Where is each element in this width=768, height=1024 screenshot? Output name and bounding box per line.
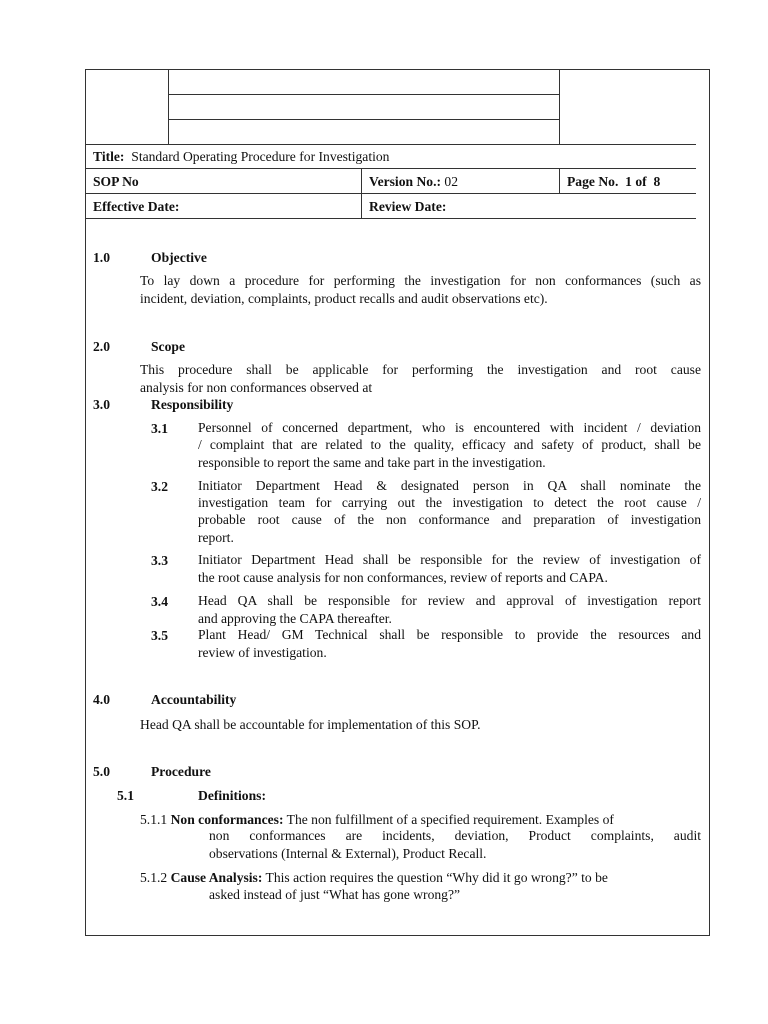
header-divider <box>168 70 169 144</box>
definition-number: 5.1.1 <box>140 812 168 827</box>
subsection-number: 5.1 <box>117 788 134 803</box>
section-heading: Procedure <box>151 764 211 779</box>
section-number: 3.0 <box>93 397 110 412</box>
header-divider <box>86 193 696 194</box>
section-heading: Objective <box>151 250 207 265</box>
item-line: probable root cause of the non conformance and preparation of investigation <box>198 512 701 527</box>
item-number: 3.4 <box>151 594 168 609</box>
effective-date-label: Effective Date: <box>93 199 180 214</box>
header-divider <box>86 218 696 219</box>
definition-first-line <box>140 869 608 886</box>
paragraph-line: This procedure shall be applicable for performing the investigation and root cause <box>140 362 701 377</box>
definition-text: The non fulfillment of a specified requirement. Examples of <box>286 812 614 827</box>
page-number-cell <box>567 173 660 190</box>
item-number: 3.5 <box>151 628 168 643</box>
page-of: of <box>635 174 647 189</box>
item-line: investigation team for carrying out the investigation to detect the root cause / <box>198 495 701 510</box>
item-number: 3.3 <box>151 553 168 568</box>
version-value: 02 <box>444 174 458 189</box>
paragraph-line: To lay down a procedure for performing the investigation for non conformances (such as <box>140 273 701 288</box>
definition-text: This action requires the question “Why did it go wrong?” to be <box>265 870 608 885</box>
definition-term: Cause Analysis: <box>170 870 263 885</box>
item-line: review of investigation. <box>198 645 327 660</box>
item-line: and approving the CAPA thereafter. <box>198 611 392 626</box>
title-label: Title: <box>93 149 125 164</box>
title-row <box>93 148 389 165</box>
definition-line: asked instead of just “What has gone wrong?” <box>209 887 461 902</box>
item-line: Head QA shall be responsible for review and approval of investigation report <box>198 593 701 608</box>
header-divider <box>168 94 559 95</box>
page-label: Page No. <box>567 174 619 189</box>
item-line: responsible to report the same and take part in the investigation. <box>198 455 546 470</box>
definition-line: non conformances are incidents, deviation, Product complaints, audit <box>209 828 701 843</box>
page-current: 1 <box>625 174 632 189</box>
document-page <box>85 69 710 936</box>
item-line: / complaint that are related to the quality, efficacy and safety of product, shall be <box>198 437 701 452</box>
version-label: Version No.: <box>369 174 441 189</box>
paragraph-line: analysis for non conformances observed at <box>140 380 373 395</box>
header-divider <box>361 168 362 218</box>
item-line: Plant Head/ GM Technical shall be responsible to provide the resources and <box>198 627 701 642</box>
paragraph-line: incident, deviation, complaints, product recalls and audit observations etc). <box>140 291 548 306</box>
definition-line: observations (Internal & External), Product Recall. <box>209 846 487 861</box>
header-divider <box>559 70 560 144</box>
header-divider <box>559 168 560 193</box>
definition-term: Non conformances: <box>170 812 284 827</box>
sop-no-label: SOP No <box>93 174 139 189</box>
definition-first-line <box>140 811 614 828</box>
item-number: 3.2 <box>151 479 168 494</box>
section-heading: Scope <box>151 339 185 354</box>
section-heading: Responsibility <box>151 397 234 412</box>
item-line: report. <box>198 530 234 545</box>
section-number: 2.0 <box>93 339 110 354</box>
section-number: 5.0 <box>93 764 110 779</box>
item-line: Initiator Department Head & designated person in QA shall nominate the <box>198 478 701 493</box>
version-cell <box>369 173 458 190</box>
paragraph-line: Head QA shall be accountable for implementation of this SOP. <box>140 717 481 732</box>
title-value: Standard Operating Procedure for Investigation <box>131 149 390 164</box>
subsection-heading: Definitions: <box>198 788 266 803</box>
item-number: 3.1 <box>151 421 168 436</box>
item-line: Initiator Department Head shall be responsible for the review of investigation of <box>198 552 701 567</box>
header-divider <box>86 168 696 169</box>
header-divider <box>86 144 696 145</box>
section-heading: Accountability <box>151 692 237 707</box>
item-line: the root cause analysis for non conformances, review of reports and CAPA. <box>198 570 608 585</box>
section-number: 4.0 <box>93 692 110 707</box>
definition-number: 5.1.2 <box>140 870 168 885</box>
header-divider <box>168 119 559 120</box>
section-number: 1.0 <box>93 250 110 265</box>
page-total: 8 <box>653 174 661 189</box>
review-date-label: Review Date: <box>369 199 447 214</box>
item-line: Personnel of concerned department, who is encountered with incident / deviation <box>198 420 701 435</box>
